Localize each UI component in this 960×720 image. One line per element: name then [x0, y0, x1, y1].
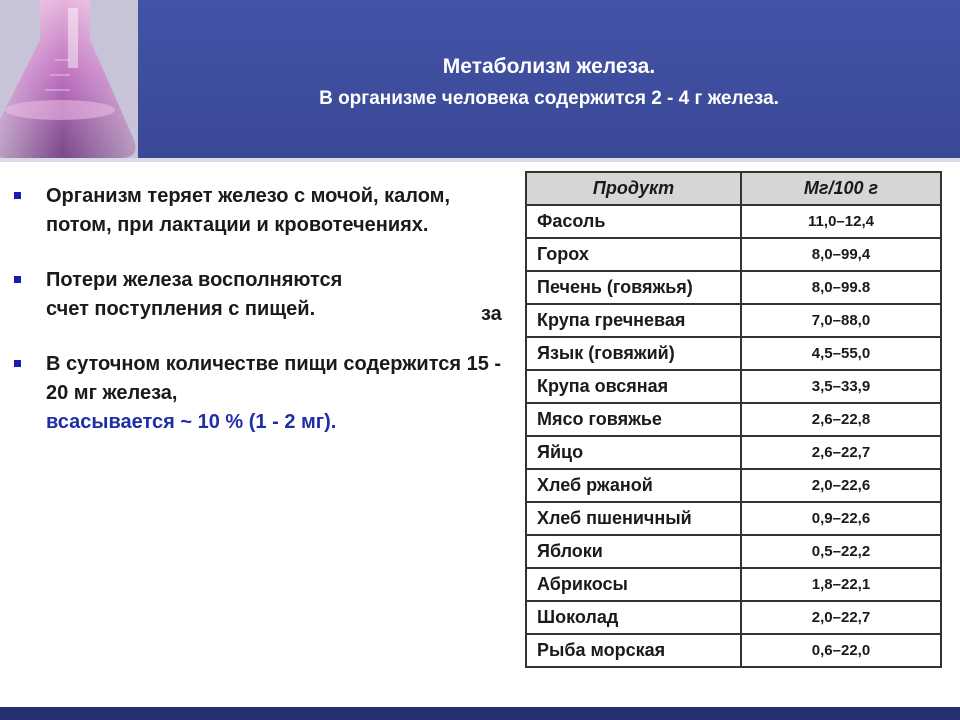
table-header-row [526, 172, 941, 205]
column-header-mg: Мг/100 г [741, 172, 941, 205]
bullet-item-2 [14, 266, 514, 324]
bullet-text: В суточном количестве пищи содержится 15 - 20 мг железа, [46, 353, 502, 404]
iron-value-cell: 0,6–22,0 [741, 634, 941, 667]
iron-value-cell: 2,6–22,8 [741, 403, 941, 436]
table-row [526, 469, 941, 502]
bullet-highlight: всасывается ~ 10 % (1 - 2 мг). [46, 411, 337, 433]
iron-value-cell: 0,9–22,6 [741, 502, 941, 535]
bullet-list [14, 182, 514, 463]
table-body [526, 205, 941, 667]
bullet-item-1 [14, 182, 514, 240]
product-cell: Яблоки [526, 535, 741, 568]
header-divider [0, 158, 960, 162]
bullet-marker-icon [14, 360, 21, 367]
product-cell: Шоколад [526, 601, 741, 634]
product-cell: Хлеб пшеничный [526, 502, 741, 535]
table-row [526, 634, 941, 667]
table-row [526, 337, 941, 370]
table-row [526, 304, 941, 337]
iron-value-cell: 7,0–88,0 [741, 304, 941, 337]
table-row [526, 205, 941, 238]
product-cell: Печень (говяжья) [526, 271, 741, 304]
footer-bar [0, 707, 960, 720]
table-row [526, 238, 941, 271]
header-band [138, 0, 960, 158]
bullet-text: Организм теряет железо с мочой, калом, потом, при лактации и кровотечениях. [46, 185, 451, 236]
iron-value-cell: 2,0–22,7 [741, 601, 941, 634]
page-title: Метаболизм железа. [442, 55, 656, 78]
bullet-text-continued: счет поступления с пищей. [46, 298, 316, 320]
iron-value-cell: 3,5–33,9 [741, 370, 941, 403]
product-cell: Язык (говяжий) [526, 337, 741, 370]
iron-value-cell: 2,6–22,7 [741, 436, 941, 469]
bullet-item-3 [14, 350, 514, 437]
iron-value-cell: 4,5–55,0 [741, 337, 941, 370]
iron-value-cell: 0,5–22,2 [741, 535, 941, 568]
product-cell: Фасоль [526, 205, 741, 238]
iron-value-cell: 1,8–22,1 [741, 568, 941, 601]
product-cell: Рыба морская [526, 634, 741, 667]
table-row [526, 601, 941, 634]
iron-value-cell: 8,0–99.8 [741, 271, 941, 304]
product-cell: Крупа овсяная [526, 370, 741, 403]
column-header-product: Продукт [526, 172, 741, 205]
bullet-text: Потери железа восполняются [46, 269, 343, 291]
product-cell: Крупа гречневая [526, 304, 741, 337]
table-row [526, 403, 941, 436]
table-row [526, 535, 941, 568]
table-row [526, 568, 941, 601]
iron-value-cell: 11,0–12,4 [741, 205, 941, 238]
flask-image [0, 0, 140, 158]
iron-value-cell: 8,0–99,4 [741, 238, 941, 271]
product-cell: Горох [526, 238, 741, 271]
flask-icon [0, 0, 138, 158]
page-subtitle: В организме человека содержится 2 - 4 г железа. [319, 88, 779, 109]
table-row [526, 436, 941, 469]
product-cell: Яйцо [526, 436, 741, 469]
product-cell: Хлеб ржаной [526, 469, 741, 502]
header-bar [0, 0, 960, 158]
iron-value-cell: 2,0–22,6 [741, 469, 941, 502]
table-row [526, 271, 941, 304]
bullet-marker-icon [14, 276, 21, 283]
table-row [526, 502, 941, 535]
bullet-marker-icon [14, 192, 21, 199]
product-cell: Абрикосы [526, 568, 741, 601]
iron-content-table [525, 171, 942, 668]
table-row [526, 370, 941, 403]
bullet-trailing-word: за [481, 303, 502, 325]
product-cell: Мясо говяжье [526, 403, 741, 436]
